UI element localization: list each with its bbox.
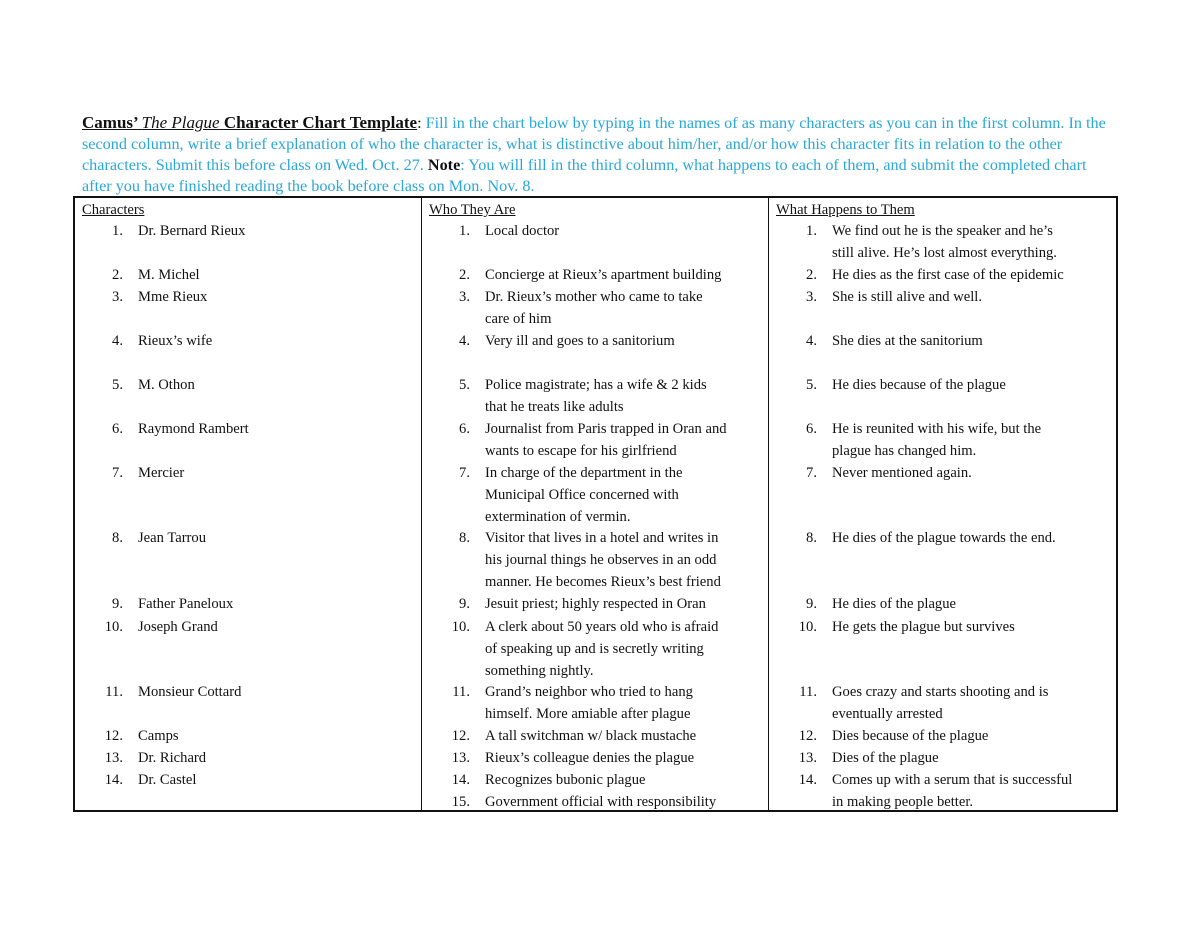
character-text: Monsieur Cottard — [138, 684, 242, 700]
list-number: 13. — [798, 750, 817, 766]
list-number: 14. — [104, 772, 123, 788]
list-number: 5. — [112, 377, 123, 393]
list-number: 2. — [806, 267, 817, 283]
what-happens-text — [832, 264, 1110, 286]
who-they-are-text — [485, 462, 762, 528]
list-number: 14. — [451, 772, 470, 788]
who-they-are-line: of speaking up and is secretly writing — [485, 641, 704, 657]
what-happens-text — [832, 527, 1110, 549]
what-happens-text — [832, 374, 1110, 396]
who-they-are-line: his journal things he observes in an odd — [485, 552, 717, 568]
what-happens-text — [832, 286, 1110, 308]
who-they-are-text — [485, 374, 762, 418]
who-they-are-text — [485, 220, 762, 242]
who-they-are-text — [485, 616, 762, 682]
instructions-text: Fill in the chart below by typing in the names of as many characters as you can in the first column. In the second column, write a brief explanation of who the character is, what is distinctive about him/her, and/or how this character fits in relation to the other characters. Submit this before class on Wed. Oct. 27. — [82, 114, 1106, 174]
who-they-are-line: extermination of vermin. — [485, 509, 631, 525]
characters-column — [75, 198, 422, 810]
who-they-are-text — [485, 725, 762, 747]
who-they-are-line: wants to escape for his girlfriend — [485, 443, 677, 459]
who-they-are-line: Local doctor — [485, 223, 560, 239]
who-they-are-line: Grand’s neighbor who tried to hang — [485, 684, 693, 700]
who-they-are-text — [485, 681, 762, 725]
list-number: 15. — [451, 794, 470, 810]
what-happens-text — [832, 418, 1110, 462]
list-number: 8. — [112, 530, 123, 546]
what-happens-line: plague has changed him. — [832, 443, 977, 459]
who-they-are-line: In charge of the department in the — [485, 465, 683, 481]
list-number: 3. — [806, 289, 817, 305]
what-happens-line: He dies as the first case of the epidemic — [832, 267, 1064, 283]
who-they-are-line: A clerk about 50 years old who is afraid — [485, 619, 719, 635]
intro-paragraph: Camus’ The Plague Character Chart Template: Fill in the chart below by typing in the names of as many characters as you can in the first column. In the second column, write a brief explanation of who the character is, what is distinctive about him/her, and/or how this character fits in relation to the other characters. Submit this before class on Wed. Oct. 27. Note: You will fill in the third column, what happens to each of them, and submit the completed chart after you have finished reading the book before class on Mon. Nov. 8. — [82, 113, 1106, 195]
who-they-are-column — [422, 198, 769, 810]
who-they-are-line: Government official with responsibility — [485, 794, 717, 810]
who-they-are-text — [485, 264, 762, 286]
who-they-are-line: Municipal Office concerned with — [485, 487, 679, 503]
list-number: 9. — [459, 596, 470, 612]
list-number: 1. — [806, 223, 817, 239]
what-happens-line: He gets the plague but survives — [832, 619, 1015, 635]
what-happens-line: Dies of the plague — [832, 750, 939, 766]
list-number: 5. — [459, 377, 470, 393]
list-number: 12. — [451, 728, 470, 744]
list-number: 10. — [798, 619, 817, 635]
character-text: Raymond Rambert — [138, 421, 249, 437]
who-they-are-line: A tall switchman w/ black mustache — [485, 728, 697, 744]
list-number: 2. — [112, 267, 123, 283]
who-they-are-line: Dr. Rieux’s mother who came to take — [485, 289, 703, 305]
what-happens-text — [832, 725, 1110, 747]
character-text: Dr. Castel — [138, 772, 197, 788]
who-they-are-header: Who They Are — [429, 202, 516, 218]
list-number: 13. — [104, 750, 123, 766]
what-happens-header: What Happens to Them — [776, 202, 915, 218]
character-text: Dr. Bernard Rieux — [138, 223, 246, 239]
character-text: Dr. Richard — [138, 750, 207, 766]
who-they-are-line: Rieux’s colleague denies the plague — [485, 750, 695, 766]
what-happens-text — [832, 616, 1110, 638]
character-text: M. Othon — [138, 377, 195, 393]
list-number: 9. — [112, 596, 123, 612]
list-number: 5. — [806, 377, 817, 393]
list-number: 10. — [104, 619, 123, 635]
who-they-are-line: that he treats like adults — [485, 399, 624, 415]
who-they-are-line: Journalist from Paris trapped in Oran and — [485, 421, 727, 437]
character-chart — [73, 196, 1118, 812]
list-number: 7. — [112, 465, 123, 481]
what-happens-line: eventually arrested — [832, 706, 943, 722]
list-number: 2. — [459, 267, 470, 283]
list-number: 6. — [112, 421, 123, 437]
who-they-are-text — [485, 527, 762, 593]
what-happens-line: He dies of the plague — [832, 596, 957, 612]
who-they-are-line: manner. He becomes Rieux’s best friend — [485, 574, 721, 590]
character-text: Jean Tarrou — [138, 530, 207, 546]
chart-title: Camus’ The Plague Character Chart Template — [82, 113, 418, 132]
character-text: M. Michel — [138, 267, 200, 283]
list-number: 1. — [459, 223, 470, 239]
list-number: 4. — [806, 333, 817, 349]
list-number: 14. — [798, 772, 817, 788]
list-number: 8. — [806, 530, 817, 546]
what-happens-text — [832, 681, 1110, 725]
who-they-are-text — [485, 418, 762, 462]
what-happens-line: Dies because of the plague — [832, 728, 989, 744]
what-happens-text — [832, 462, 1110, 484]
who-they-are-text — [485, 791, 762, 812]
who-they-are-line: Visitor that lives in a hotel and writes in — [485, 530, 719, 546]
list-number: 3. — [112, 289, 123, 305]
character-text: Rieux’s wife — [138, 333, 213, 349]
characters-header: Characters — [82, 202, 145, 218]
list-number: 11. — [105, 684, 123, 700]
character-text: Mercier — [138, 465, 185, 481]
what-happens-line: She is still alive and well. — [832, 289, 982, 305]
who-they-are-text — [485, 769, 762, 791]
who-they-are-line: care of him — [485, 311, 552, 327]
list-number: 7. — [806, 465, 817, 481]
who-they-are-line: Recognizes bubonic plague — [485, 772, 646, 788]
what-happens-line: We find out he is the speaker and he’s — [832, 223, 1053, 239]
character-text: Camps — [138, 728, 179, 744]
what-happens-line: Comes up with a serum that is successful — [832, 772, 1073, 788]
what-happens-text — [832, 747, 1110, 769]
what-happens-line: Goes crazy and starts shooting and is — [832, 684, 1049, 700]
list-number: 9. — [806, 596, 817, 612]
who-they-are-line: Jesuit priest; highly respected in Oran — [485, 596, 706, 612]
character-text: Father Paneloux — [138, 596, 234, 612]
who-they-are-text — [485, 330, 762, 352]
list-number: 7. — [459, 465, 470, 481]
list-number: 11. — [799, 684, 817, 700]
what-happens-line: Never mentioned again. — [832, 465, 972, 481]
list-number: 6. — [806, 421, 817, 437]
who-they-are-text — [485, 286, 762, 330]
what-happens-text — [832, 769, 1110, 812]
what-happens-text — [832, 220, 1110, 264]
who-they-are-line: Police magistrate; has a wife & 2 kids — [485, 377, 707, 393]
what-happens-line: He is reunited with his wife, but the — [832, 421, 1042, 437]
list-number: 10. — [451, 619, 470, 635]
what-happens-text — [832, 330, 1110, 352]
list-number: 1. — [112, 223, 123, 239]
what-happens-column — [769, 198, 1116, 810]
list-number: 4. — [112, 333, 123, 349]
list-number: 4. — [459, 333, 470, 349]
character-text: Joseph Grand — [138, 619, 218, 635]
list-number: 3. — [459, 289, 470, 305]
who-they-are-text — [485, 593, 762, 615]
character-text: Mme Rieux — [138, 289, 208, 305]
who-they-are-line: Concierge at Rieux’s apartment building — [485, 267, 722, 283]
list-number: 13. — [451, 750, 470, 766]
what-happens-line: in making people better. — [832, 794, 974, 810]
note-text: : You will fill in the third column, what happens to each of them, and submit the completed chart after you have finished reading the book before class on Mon. Nov. 8. — [82, 156, 1087, 195]
list-number: 6. — [459, 421, 470, 437]
who-they-are-line: something nightly. — [485, 663, 594, 679]
who-they-are-line: Very ill and goes to a sanitorium — [485, 333, 675, 349]
list-number: 12. — [104, 728, 123, 744]
what-happens-line: still alive. He’s lost almost everything. — [832, 245, 1057, 261]
what-happens-line: He dies because of the plague — [832, 377, 1006, 393]
who-they-are-line: himself. More amiable after plague — [485, 706, 691, 722]
what-happens-line: She dies at the sanitorium — [832, 333, 983, 349]
what-happens-line: He dies of the plague towards the end. — [832, 530, 1056, 546]
note-label: Note — [427, 156, 461, 174]
what-happens-text — [832, 593, 1110, 615]
who-they-are-text — [485, 747, 762, 769]
list-number: 12. — [798, 728, 817, 744]
list-number: 11. — [452, 684, 470, 700]
list-number: 8. — [459, 530, 470, 546]
